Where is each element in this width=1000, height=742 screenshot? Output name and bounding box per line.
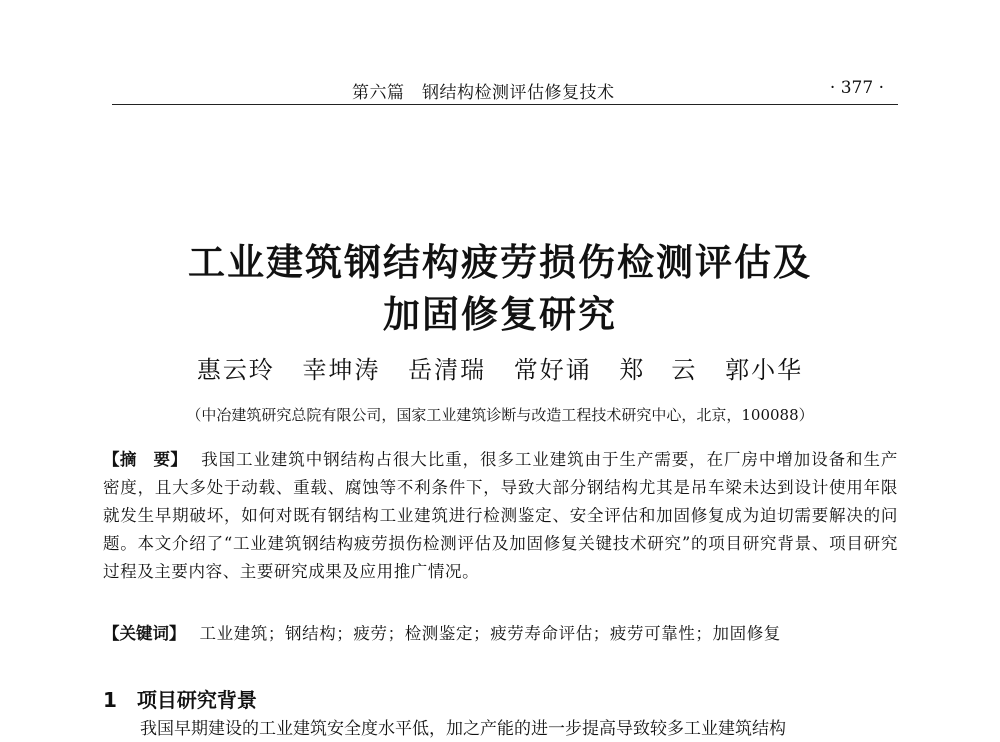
body-paragraph: 我国早期建设的工业建筑安全度水平低，加之产能的进一步提高导致较多工业建筑结构	[140, 719, 786, 739]
section-number: 1	[103, 688, 117, 712]
running-head-title: 第六篇 钢结构检测评估修复技术	[352, 83, 615, 103]
section-title: 项目研究背景	[136, 688, 257, 712]
author-list: 惠云玲 幸坤涛 岳清瑞 常好诵 郑 云 郭小华	[196, 356, 804, 384]
paper-title-line-2: 加固修复研究	[383, 292, 617, 336]
abstract-text: 我国工业建筑中钢结构占很大比重，很多工业建筑由于生产需要，在厂房中增加设备和生产密度，且大多处于动载、重载、腐蚀等不利条件下，导致大部分钢结构尤其是吊车梁未达到设计使用年限就发生早期破坏，如何对既有钢结构工业建筑进行检测鉴定、安全评估和加固修复成为迫切需要解决的问题。本文介绍了“工业建筑钢结构疲劳损伤检测评估及加固修复关键技术研究”的项目研究背景、项目研究过程及主要内容、主要研究成果及应用推广情况。	[103, 450, 899, 581]
section-heading	[103, 684, 257, 713]
abstract	[103, 446, 898, 586]
keywords-label: 【关键词】	[103, 624, 186, 643]
header-rule	[112, 104, 898, 105]
page-number: · 377 ·	[829, 78, 884, 98]
keywords	[103, 620, 898, 648]
affiliation: （中冶建筑研究总院有限公司，国家工业建筑诊断与改造工程技术研究中心，北京，100088）	[186, 406, 814, 424]
keywords-text: 工业建筑；钢结构；疲劳；检测鉴定；疲劳寿命评估；疲劳可靠性；加固修复	[199, 624, 781, 643]
paper-title-line-1: 工业建筑钢结构疲劳损伤检测评估及	[188, 240, 812, 284]
abstract-label: 【摘 要】	[103, 450, 188, 469]
running-head	[112, 78, 898, 104]
